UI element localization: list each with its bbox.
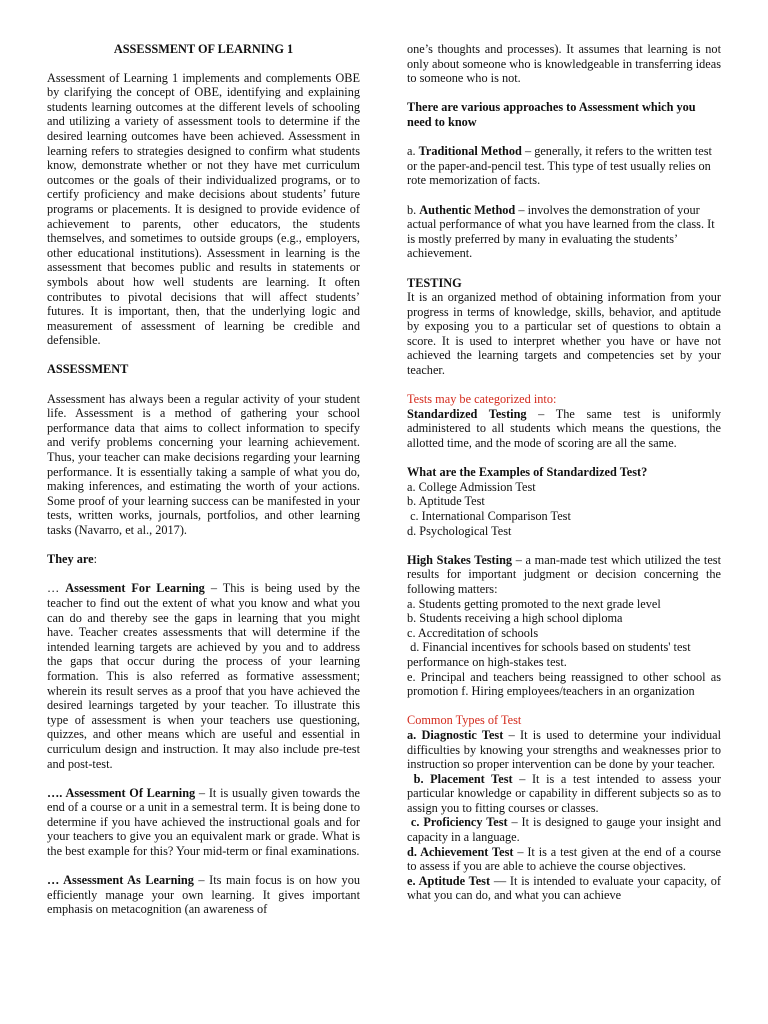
they-are-label: They are [47,552,94,567]
testing-heading: TESTING [407,275,462,290]
high-stakes-text: – a man-made test which utilized the test results for important judgment or decision concerning the following matters: [407,552,722,596]
assessment-for-learning-paragraph [47,581,360,771]
test-type-text: – It is used to determine your individual difficulties by knowing your strengths and weaknesses prior to instruction so proper intervention can be done by your teacher. [407,727,721,772]
assessment-of-learning-term: Assessment Of Learning [65,785,196,800]
they-are-colon: : [93,552,97,567]
standardized-testing-term: Standardized Testing [407,406,527,421]
authentic-method-term: Authentic Method [419,202,516,217]
authentic-method-text: – involves the demonstration of your actual performance of what you have learned from the class. It is mostly preferred by many in evaluating the students’ achievement. [407,202,715,261]
right-column [407,42,721,903]
list-item: a. College Admission Test [407,479,536,494]
list-item: b. Students receiving a high school diploma [407,611,623,626]
approaches-heading: There are various approaches to Assessment which you need to know [407,100,696,129]
left-column [47,42,360,917]
list-item: e. Principal and teachers being reassigned to other school as promotion f. Hiring employees/teachers in an organization [407,669,721,699]
high-stakes-paragraph [407,553,721,597]
they-are-line [47,552,360,567]
assessment-for-learning-term: Assessment For Learning [65,581,205,596]
examples-heading: What are the Examples of Standardized Test? [407,465,648,480]
test-type-text: – It is designed to gauge your insight and capacity in a language. [407,815,721,845]
test-type-text: – It is a test intended to assess your particular knowledge or capability in different subjects so as to assign you to fitting courses or classes. [407,771,721,815]
authentic-method-paragraph [407,203,721,261]
ellipsis: … [47,873,64,888]
test-type-paragraph [407,845,721,874]
assessment-of-learning-paragraph [47,786,360,859]
document-title: ASSESSMENT OF LEARNING 1 [113,42,294,56]
test-type-term: a. Diagnostic Test [407,727,504,742]
list-item: c. International Comparison Test [407,509,571,523]
assessment-as-learning-term: Assessment As Learning [63,873,194,888]
testing-paragraph: It is an organized method of obtaining information from your progress in terms of knowledge, skills, behavior, and aptitude by exposing you to a particular set of questions to obtain a score. It is used to interpret whether you have or have not achieved the learning targets and competencies set by your teacher. [407,290,721,378]
categorized-label: Tests may be categorized into: [407,392,557,407]
assessment-heading: ASSESSMENT [47,362,129,377]
assessment-as-learning-paragraph [47,873,360,917]
list-item: b. Aptitude Test [407,494,485,509]
assessment-as-learning-text: – Its main focus is on how you efficiently manage your own learning. It gives important emphasis on metacognition (an awareness of [47,873,360,917]
standardized-testing-text: – The same test is uniformly administered to all students which means the questions, the allotted time, and the mode of scoring are all the same. [407,406,721,451]
test-type-paragraph [407,728,721,772]
item-prefix: a. [407,144,419,159]
traditional-method-text: – generally, it refers to the written test or the paper-and-pencil test. This type of test usually relies on rote memorization of facts. [407,144,712,188]
item-prefix: b. [407,202,420,217]
assessment-of-learning-text: – It is usually given towards the end of a course or a unit in a semestral term. It is being done to determine if you have achieved the instructional goals and for your teachers to give you an equivalent mark or grade. What is the best example for this? Your mid-term or final examinations. [47,785,360,859]
test-type-term: d. Achievement Test [407,844,514,859]
ellipsis: … [47,581,66,596]
list-item: a. Students getting promoted to the next grade level [407,596,661,611]
ellipsis: …. [47,785,66,800]
list-item: c. Accreditation of schools [407,625,539,640]
assessment-paragraph: Assessment has always been a regular activity of your student life. Assessment is a method of gathering your school performance data that aims to collect information to specify and verify problems concerning your learning achievement. Thus, your teacher can make decisions regarding your learning performance. It is essentially taking a sample of what you do, making inferences, and estimating the worth of your actions. Some proof of your learning success can be manifested in your tests, written works, journals, portfolios, and other learning tasks (Navarro, et al., 2017). [47,391,360,537]
assessment-for-learning-text: – This is being used by the teacher to find out the extent of what you know and what you can do and thereby see the gaps in learning that you might have. Teacher creates assessments that will determine if the intended learning targets are achieved by you and to address the gaps that occur during the process of your learning formation. This is also referred as formative assessment; wherein its result serves as a proof that you have achieved the desired learnings targeted by your teacher. To illustrate this type of assessment is when your teachers use questioning, quizzes, and other means which are useful and essential in curriculum design and instruction. It may also include pre-test and post-test. [47,581,360,771]
test-type-term: e. Aptitude Test [407,873,491,888]
traditional-method-paragraph [407,144,721,188]
list-item: d. Psychological Test [407,523,512,538]
standardized-testing-paragraph [407,407,721,451]
test-type-text: — It is intended to evaluate your capacity, of what you can do, and what you can achieve [407,873,721,903]
test-type-paragraph [407,874,721,903]
list-item: d. Financial incentives for schools based on students' test performance on high-stakes test. [407,640,694,669]
test-type-term: c. Proficiency Test [407,815,508,830]
common-types-label: Common Types of Test [407,713,522,728]
continuation-paragraph: one’s thoughts and processes). It assumes that learning is not only about someone who is knowledgeable in transferring ideas to someone who is not. [407,42,721,86]
test-type-term: b. Placement Test [407,771,513,786]
test-type-paragraph [407,772,721,816]
high-stakes-term: High Stakes Testing [407,552,513,567]
intro-paragraph: Assessment of Learning 1 implements and complements OBE by clarifying the concept of OBE, identifying and explaining students learning outcomes at the different levels of schooling and utilizing a variety of assessment tools to determine if the desired learning outcomes have been achieved. Assessment in learning refers to strategies designed to confirm what students know, demonstrate whether or not they have met curriculum outcomes or the goals of their individualized programs, or to certify proficiency and make decisions about students’ future programs or placements. It is designed to provide evidence of achievement to parents, other educators, the students themselves, and sometimes to outside groups (e.g., employers, other educational institutions). Assessment in learning is the assessment that becomes public and results in statements or symbols about how well students are learning. It often contributes to pivotal decisions that will affect students’ futures. It is important, then, that the underlying logic and measurement of assessment of learning be credible and defensible. [47,70,360,348]
test-type-paragraph [407,815,721,844]
traditional-method-term: Traditional Method [418,144,522,159]
test-type-text: – It is a test given at the end of a course to assess if you are able to achieve the course objectives. [407,844,721,874]
